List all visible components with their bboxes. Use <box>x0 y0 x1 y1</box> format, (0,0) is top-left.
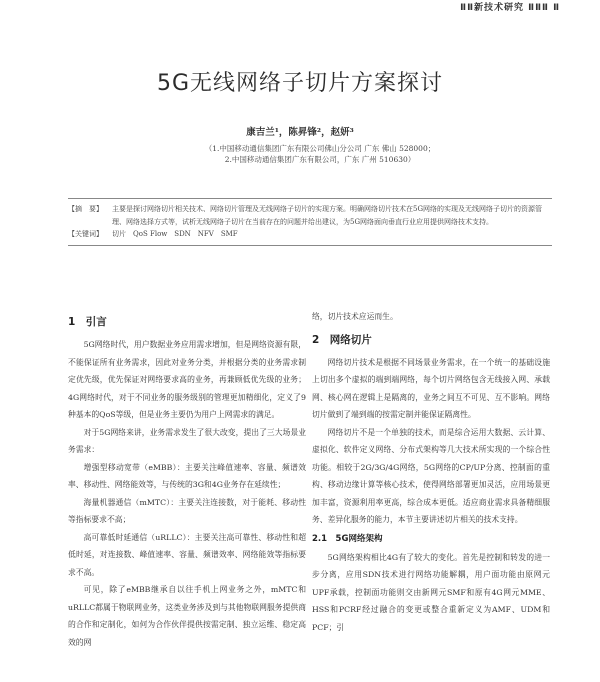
journal-section-header: ⅡⅡ新技术研究 ⅡⅡⅡ Ⅱ <box>460 3 560 13</box>
paragraph: 增强型移动宽带（eMBB）：主要关注峰值速率、容量、频谱效率、移动性、网络能效等，与传统的3G和4G业务存在延续性； <box>68 462 306 489</box>
keywords-text: 切片 QoS Flow SDN NFV SMF <box>112 230 238 238</box>
paragraph: 网络切片技术是根据不同场景业务需求，在一个统一的基础设施上切出多个虚拟的端到端网络，每个切片网络包含无线接入网、承载网、核心网在逻辑上是隔离的，业务之间互不可见、互不影响。网络切片做到了端到端的按需定制并能保证隔离性。 <box>312 357 550 419</box>
left-column <box>68 308 306 651</box>
keywords-label: 【关键词】 <box>68 230 103 238</box>
paragraph: 对于5G网络来讲，业务需求发生了很大改变，提出了三大场景业务需求： <box>68 427 306 454</box>
affiliation-2: 2.中国移动通信集团广东有限公司，广东 广州 510630） <box>224 155 416 164</box>
affiliation-1: （1.中国移动通信集团广东有限公司佛山分公司 广东 佛山 528000； <box>204 144 436 153</box>
paragraph: 5G网络时代，用户数据业务应用需求增加，但是网络资源有限，不能保证所有业务需求，因此对业务分类，并根据分类的业务需求制定优先级，优先保证对网络要求高的业务，再兼顾低优先级的业务；4G网络时代，对于不同业务的服务级别的管理更加精细化，定义了9种基本的QoS等级，但是业务主要仍为用户上网需求的满足。 <box>68 340 306 419</box>
paragraph: 网络切片不是一个单独的技术，而是综合运用大数据、云计算、虚拟化、软件定义网络、分布式架构等几大技术所实现的一个综合性功能。相较于2G/3G/4G网络，5G网络的CP/UP分离、控制面的重构、移动边缘计算等核心技术，使得网络部署更加灵活，应用场景更加丰富，资源利用率更高，综合成本更低。适应商业需求具备精细服务、差异化服务的能力，本节主要讲述切片相关的技术支持。 <box>312 427 550 524</box>
subsection-2-1-title: 2.1 5G网络架构 <box>312 533 383 544</box>
abstract-box <box>68 198 552 246</box>
paragraph: 络，切片技术应运而生。 <box>312 312 398 321</box>
abstract-text: 主要是探讨网络切片相关技术、网络切片管理及无线网络子切片的实现方案。明确网络切片技术在5G网络的实现及无线网络子切片的资源管理、网络选择方式等，试析无线网络子切片在当前存在的问题并给出建议，为5G网络面向垂直行业应用提供网络技术支持。 <box>112 205 543 226</box>
abstract-label: 【摘 要】 <box>68 205 103 213</box>
section-1-title: 1 引言 <box>68 316 107 328</box>
abstract-row <box>68 203 552 228</box>
paragraph: 可见，除了eMBB继承自以往手机上网业务之外，mMTC和uRLLC都属于物联网业务，这类业务涉及到与其他物联网服务提供商的合作和定制化，如何为合作伙伴提供按需定制、独立运维、稳定高效的网 <box>68 585 306 647</box>
paragraph: 高可靠低时延通信（uRLLC）：主要关注高可靠性、移动性和超低时延，对连接数、峰值速率、容量、频谱效率、网络能效等指标要求不高。 <box>68 532 306 577</box>
paragraph: 海量机器通信（mMTC）：主要关注连接数，对于能耗、移动性等指标要求不高； <box>68 497 306 524</box>
article-title: 5G无线网络子切片方案探讨 <box>156 71 444 96</box>
keywords-row <box>68 228 552 241</box>
right-column <box>312 308 550 636</box>
affiliations <box>150 143 490 165</box>
paragraph: 5G网络架构相比4G有了较大的变化。首先是控制和转发的进一步分离，应用SDN技术进行网络功能解耦，用户面功能由原网元UPF承载，控制面功能则交由新网元SMF和原有4G网元MME、HSS和PCRF经过融合的变更或整合重新定义为AMF、UDM和PCF；引 <box>312 552 550 632</box>
authors: 康吉兰¹，陈昇锋²，赵妍³ <box>246 127 354 138</box>
section-2-title: 2 网络切片 <box>312 333 372 346</box>
